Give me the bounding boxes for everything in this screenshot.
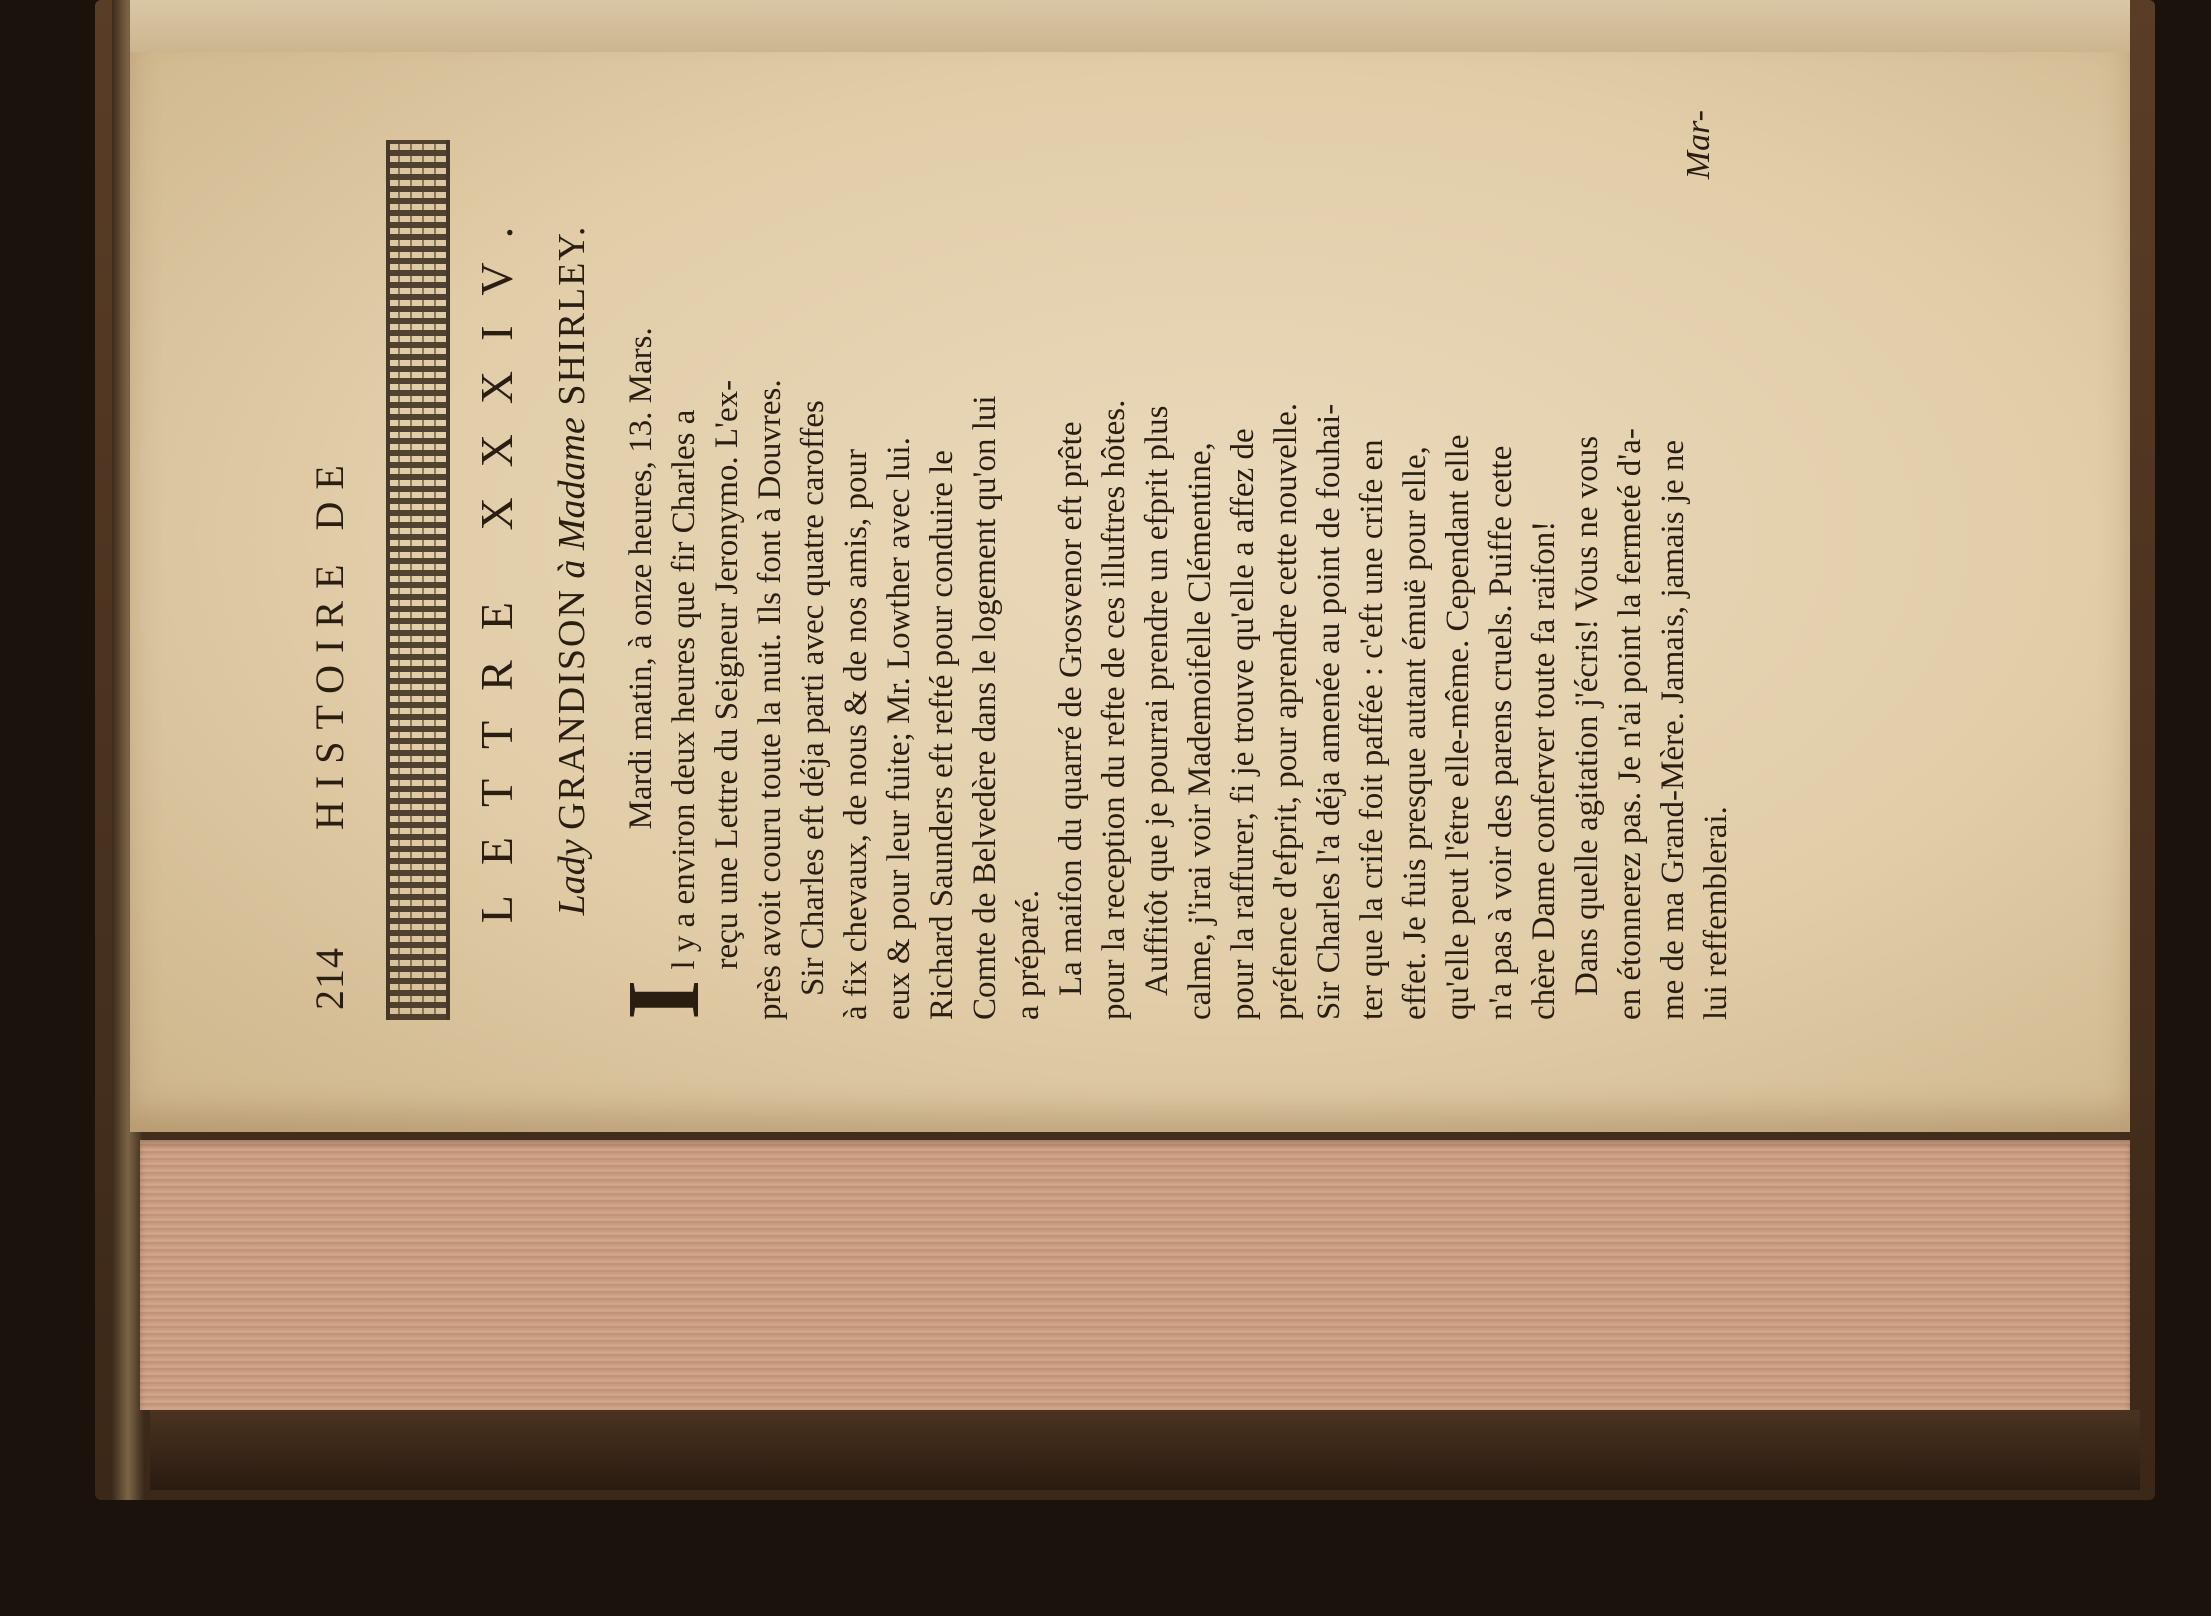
text-line: à fix chevaux, de nous & de nos amis, pour <box>838 449 874 1020</box>
letter-address <box>550 120 594 1020</box>
text-line: reçu une Lettre du Seigneur Jeronymo. L'ex- <box>709 379 745 970</box>
page-number: 214 <box>307 947 352 1010</box>
text-line: ter que la crife foit paffée : c'eft une crife en <box>1354 439 1390 1020</box>
text-line: eux & pour leur fuite; Mr. Lowther avec lui. <box>881 437 917 1020</box>
letter-body <box>606 120 1738 1020</box>
printed-text-area <box>300 100 1760 1020</box>
facing-page-edge <box>130 0 2130 55</box>
text-line: me de ma Grand-Mère. Jamais, jamais je ne <box>1655 439 1691 1020</box>
running-head <box>300 100 360 1020</box>
text-line: chère Dame conferver toute fa raifon! <box>1526 520 1562 1020</box>
drop-cap: I <box>606 979 721 1020</box>
address-recipient: SHIRLEY. <box>551 224 593 418</box>
text-line: pour la raffurer, fi je trouve qu'elle a affez de <box>1225 428 1261 1020</box>
text-line: pour la reception du refte de ces illuftres hôtes. <box>1096 399 1132 1020</box>
text-line: Richard Saunders eft refté pour conduire le <box>924 450 960 1020</box>
text-line: Auffitôt que je pourrai prendre un efprit plus <box>1139 405 1175 996</box>
text-line: La maifon du quarré de Grosvenor eft prête <box>1053 421 1089 996</box>
text-line: près avoit couru toute la nuit. Ils font à Douvres. <box>752 379 788 1020</box>
text-line: effet. Je fuis presque autant émuë pour elle, <box>1397 446 1433 1020</box>
text-line: préfence d'efprit, pour aprendre cette nouvelle. <box>1268 402 1304 1020</box>
text-line: n'a pas à voir des parens cruels. Puiffe cette <box>1483 445 1519 1020</box>
text-line: en étonnerez pas. Je n'ai point la fermeté d'a- <box>1612 428 1648 1020</box>
address-prefix: Lady <box>551 829 593 916</box>
text-line: Sir Charles l'a déja amenée au point de fouhai- <box>1311 403 1347 1020</box>
catchword: Mar- <box>1680 110 1717 180</box>
running-title: HISTOIRE DE <box>307 453 352 830</box>
page-edges-block <box>140 1140 2130 1410</box>
lower-board <box>150 1410 2140 1490</box>
text-line: a préparé. <box>1010 889 1046 1020</box>
text-line: Dans quelle agitation j'écris! Vous ne vous <box>1569 435 1605 996</box>
address-name: GRANDISON <box>551 588 593 830</box>
address-middle: à <box>551 550 593 589</box>
text-line: Mardi matin, à onze heures, 13. Mars. <box>623 327 659 830</box>
text-line: l y a environ deux heures que fir Charles a <box>666 409 702 970</box>
address-recipient-title: Madame <box>551 417 593 551</box>
text-line: Comte de Belvedère dans le logement qu'on lui <box>967 395 1003 1020</box>
text-line: lui reffemblerai. <box>1698 806 1734 1020</box>
text-line: qu'elle peut l'être elle-même. Cependant elle <box>1440 434 1476 1020</box>
text-line: Sir Charles eft déja parti avec quatre caroffes <box>795 400 831 996</box>
ornament-band <box>386 140 450 1020</box>
text-line: calme, j'irai voir Mademoifelle Clémentine, <box>1182 442 1218 1020</box>
letter-heading: LETTRE XXXIV. <box>471 196 522 924</box>
